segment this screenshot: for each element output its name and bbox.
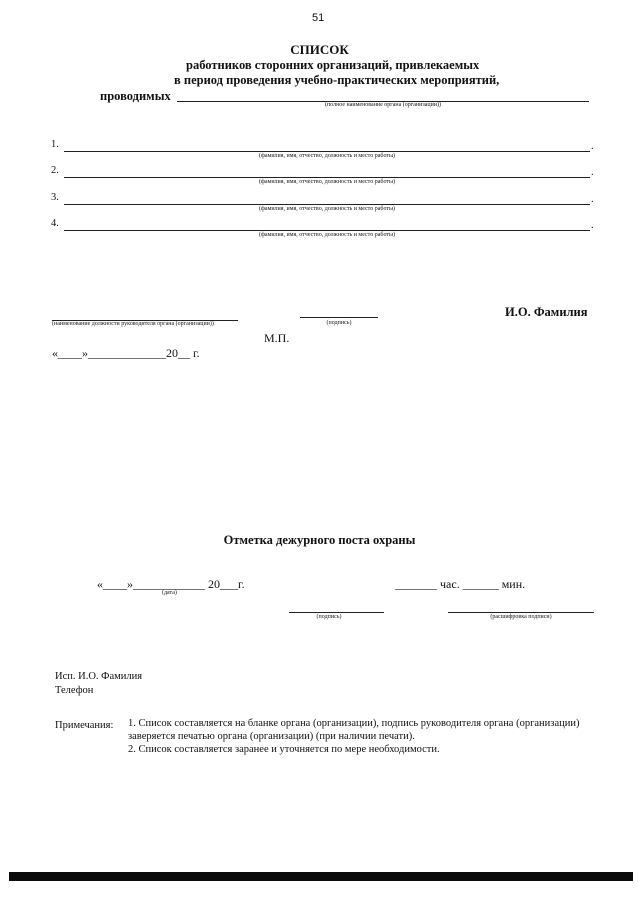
guard-decoding-caption: (расшифровка подписи) (490, 614, 552, 620)
subtitle-line-1: работников сторонних организаций, привлекаемых (186, 58, 480, 72)
worker-caption: (фамилия, имя, отчество, должность и место работы) (258, 153, 396, 159)
row-end-mark: . (591, 141, 594, 152)
worker-caption: (фамилия, имя, отчество, должность и место работы) (258, 206, 396, 212)
worker-field (64, 151, 590, 152)
head-signature-field (300, 317, 378, 318)
worker-field (64, 230, 590, 231)
worker-field (64, 204, 590, 205)
worker-caption: (фамилия, имя, отчество, должность и место работы) (258, 179, 396, 185)
guard-date-caption: (дата) (162, 590, 177, 596)
executor-name: Исп. И.О. Фамилия (55, 671, 143, 682)
head-name: И.О. Фамилия (505, 305, 588, 319)
guard-decoding-field (448, 612, 594, 613)
date-line: «____»_____________20__ г. (52, 346, 200, 360)
worker-field (64, 177, 590, 178)
stamp-place: М.П. (264, 331, 290, 345)
row-end-mark: . (591, 220, 594, 231)
guard-date-line: «____»____________ 20___г. (97, 577, 245, 591)
head-position-caption: (наименование должности руководителя органа (организации)) (52, 321, 214, 327)
note-line: заверяется печатью органа (организации) (при наличии печати). (128, 731, 415, 742)
row-end-mark: . (591, 167, 594, 178)
row-number: 2. (51, 165, 59, 176)
row-number: 3. (51, 192, 59, 203)
document-title: СПИСОК (290, 42, 349, 57)
row-number: 4. (51, 218, 59, 229)
scan-border-bar (9, 872, 633, 881)
organization-name-caption: (полное наименование органа (организации)) (324, 102, 442, 108)
notes-label: Примечания: (55, 720, 114, 731)
worker-caption: (фамилия, имя, отчество, должность и место работы) (258, 232, 396, 238)
guard-signature-caption: (подпись) (316, 614, 342, 620)
guard-signature-field (289, 612, 384, 613)
note-line: 2. Список составляется заранее и уточняется по мере необходимости. (128, 744, 440, 755)
note-line: 1. Список составляется на бланке органа (организации), подпись руководителя органа (организации) (128, 718, 580, 729)
row-number: 1. (51, 139, 59, 150)
guard-time-line: _______ час. ______ мин. (395, 577, 526, 591)
row-end-mark: . (591, 194, 594, 205)
page-number: 51 (312, 12, 325, 24)
executor-phone: Телефон (55, 685, 94, 696)
head-signature-caption: (подпись) (326, 320, 352, 326)
subtitle-line-2: в период проведения учебно-практических мероприятий, (174, 73, 500, 87)
conducted-label: проводимых (100, 89, 171, 103)
guard-post-title: Отметка дежурного поста охраны (223, 533, 416, 547)
